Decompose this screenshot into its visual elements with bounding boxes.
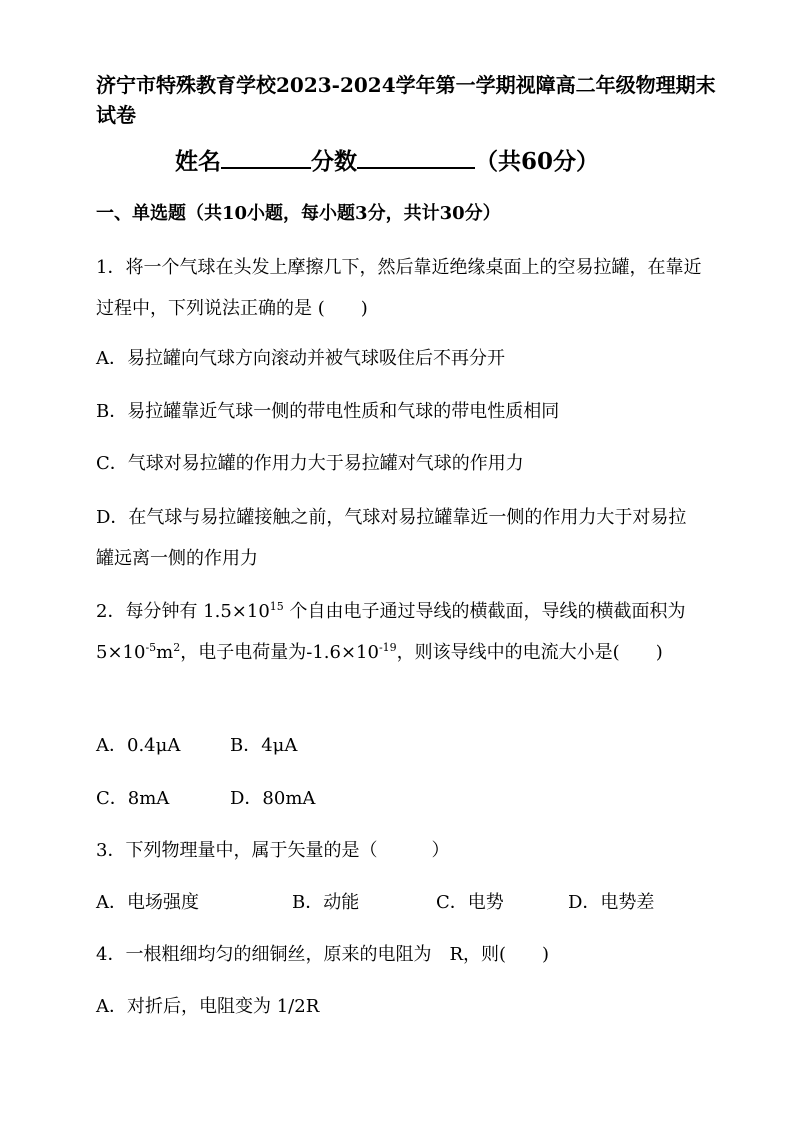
- q2-exponent: -5: [145, 641, 157, 654]
- question-2-option-c: C．8mA: [96, 788, 170, 809]
- question-2-option-d: D．80mA: [230, 788, 316, 809]
- question-2-option-b: B．4μA: [230, 735, 298, 756]
- question-2-options-row-2: [96, 785, 315, 813]
- q2-stem-part: m: [156, 642, 174, 663]
- question-1-option-a: A．易拉罐向气球方向滚动并被气球吸住后不再分开: [96, 348, 505, 369]
- question-2-options-row-1: [96, 732, 297, 760]
- name-label: 姓名: [175, 148, 221, 175]
- question-2-option-a: A．0.4μA: [96, 735, 181, 756]
- question-1-stem: 1．将一个气球在头发上摩擦几下，然后靠近绝缘桌面上的空易拉罐，在靠近过程中，下列说法正确的是 ( ): [96, 257, 702, 319]
- question-3-option-a: A．电场强度: [96, 892, 199, 913]
- question-1-option-d: D．在气球与易拉罐接触之前，气球对易拉罐靠近一侧的作用力大于对易拉罐远离一侧的作用力: [96, 507, 687, 569]
- total-score: （共60分）: [475, 148, 600, 175]
- q2-exponent: -19: [378, 641, 397, 654]
- exam-title: 济宁市特殊教育学校2023-2024学年第一学期视障高二年级物理期末试卷: [96, 73, 716, 127]
- question-3-option-c: C．电势: [436, 892, 504, 913]
- q2-stem-part: ，则该导线中的电流大小是( ): [396, 642, 663, 663]
- q2-stem-part: 2．每分钟有 1.5×10: [96, 601, 270, 622]
- question-3-option-b: B．动能: [292, 892, 360, 913]
- question-3-option-d: D．电势差: [568, 892, 655, 913]
- student-info-line: [175, 143, 599, 178]
- q2-exponent: 2: [173, 641, 181, 654]
- question-4-option-a: A．对折后，电阻变为 1/2R: [96, 996, 320, 1017]
- question-2-stem: [96, 591, 704, 673]
- question-3-stem: 3．下列物理量中，属于矢量的是（ ）: [96, 840, 450, 861]
- score-blank[interactable]: [357, 143, 475, 169]
- q2-exponent: 15: [269, 600, 284, 613]
- score-label: 分数: [311, 148, 357, 175]
- section-heading: 一、单选题（共10小题，每小题3分，共计30分）: [96, 203, 501, 224]
- q2-stem-part: ，电子电荷量为-1.6×10: [180, 642, 379, 663]
- question-1-option-b: B．易拉罐靠近气球一侧的带电性质和气球的带电性质相同: [96, 401, 560, 422]
- q2-stem-part: 个自由电子通过导线的横截面，导线的横截面积为 5×10: [96, 601, 686, 663]
- name-blank[interactable]: [221, 143, 311, 169]
- question-3-options-row: [96, 889, 654, 917]
- question-1-option-c: C．气球对易拉罐的作用力大于易拉罐对气球的作用力: [96, 453, 524, 474]
- question-4-stem: 4．一根粗细均匀的细铜丝，原来的电阻为 R，则( ): [96, 944, 550, 965]
